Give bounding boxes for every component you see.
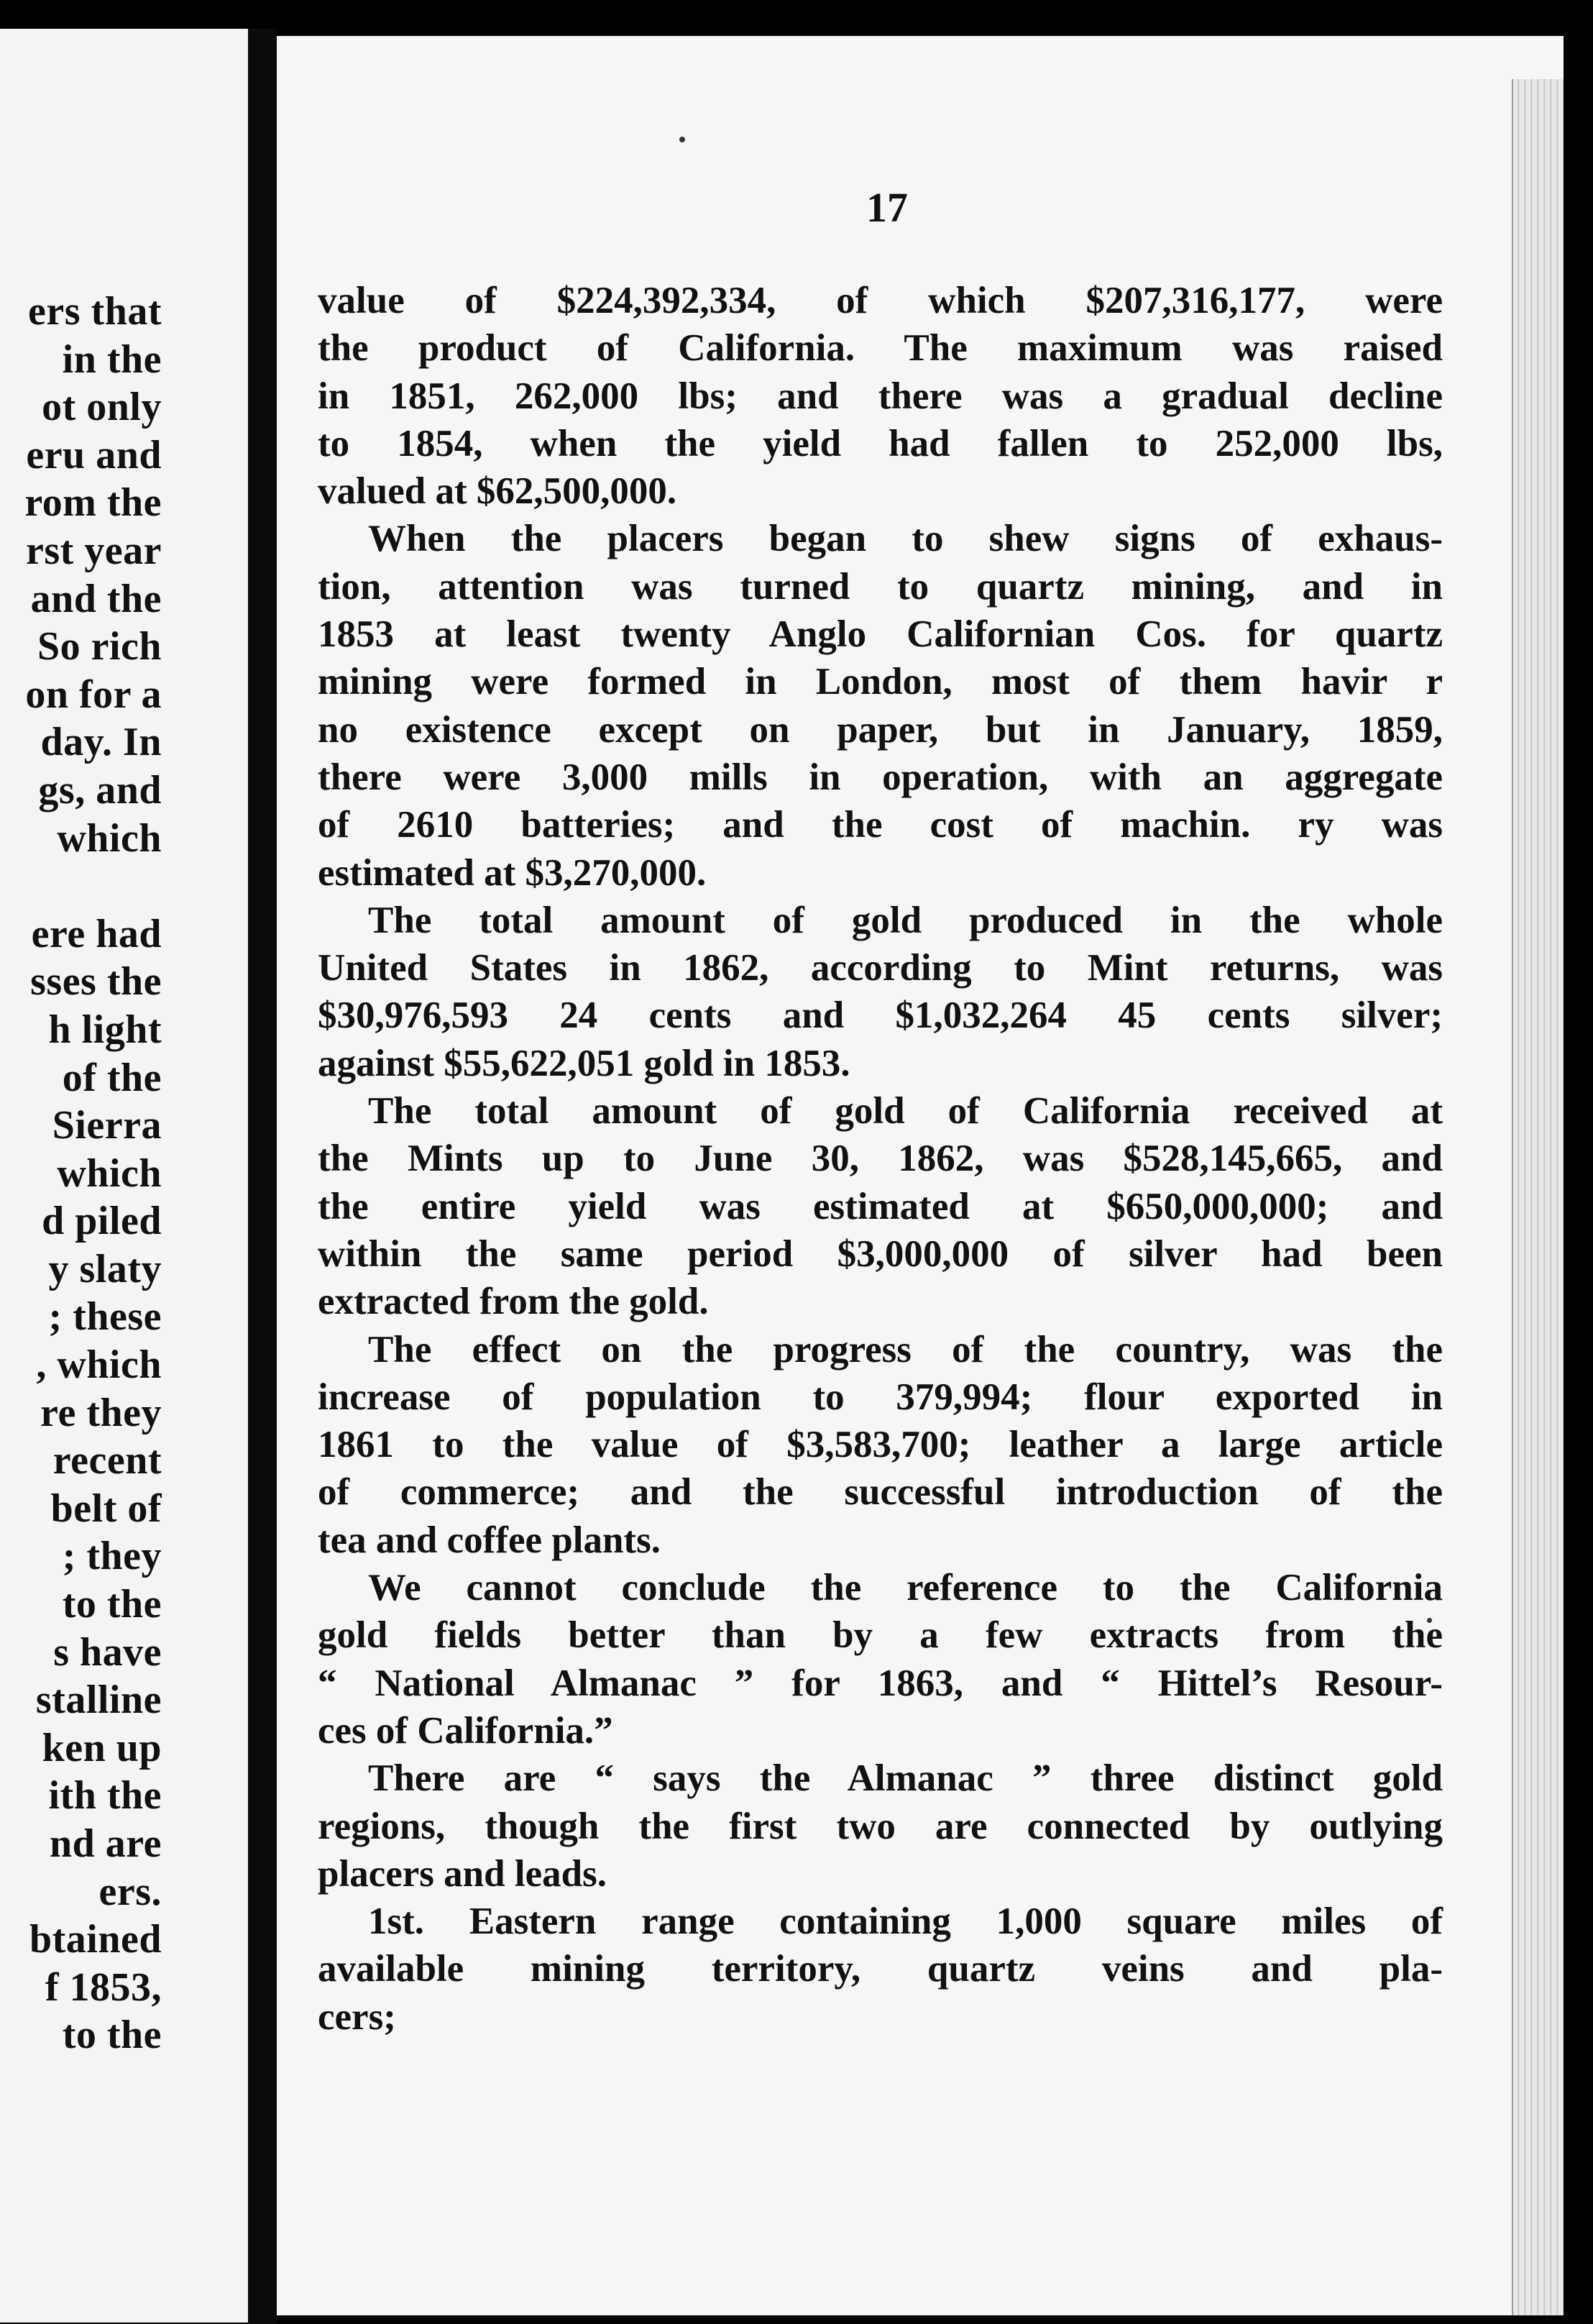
left-page-line: rom the bbox=[24, 480, 162, 526]
left-page-line: s have bbox=[53, 1629, 162, 1675]
text-line: United States in 1862, according to Mint returns, was bbox=[318, 947, 1443, 989]
text-line: We cannot conclude the reference to the California bbox=[368, 1567, 1443, 1609]
left-page-line: btained bbox=[29, 1917, 162, 1962]
text-line: no existence except on paper, but in January, 1859, bbox=[318, 708, 1443, 751]
left-page-line: y slaty bbox=[48, 1246, 162, 1291]
left-page-line: rst year bbox=[25, 528, 162, 573]
text-line: tion, attention was turned to quartz mining, and in bbox=[318, 565, 1443, 608]
text-line: ces of California.” bbox=[318, 1709, 613, 1752]
left-page-line: which bbox=[57, 1150, 162, 1196]
text-line: against $55,622,051 gold in 1853. bbox=[318, 1042, 850, 1084]
text-line: in 1851, 262,000 lbs; and there was a gradual decline bbox=[318, 375, 1443, 417]
left-page-line: ; these bbox=[48, 1294, 162, 1340]
left-page-line: which bbox=[57, 815, 162, 861]
left-page-line: and the bbox=[30, 576, 162, 621]
text-line: the entire yield was estimated at $650,000,000; and bbox=[318, 1185, 1443, 1227]
text-line: 1st. Eastern range containing 1,000 square miles of bbox=[368, 1900, 1443, 1943]
left-page-line: ers. bbox=[98, 1869, 162, 1914]
book-gutter bbox=[248, 29, 277, 2324]
text-line: there were 3,000 mills in operation, with an aggregate bbox=[318, 756, 1443, 798]
left-page-line: Sierra bbox=[52, 1103, 162, 1148]
text-line: regions, though the first two are connected by outlying bbox=[318, 1805, 1443, 1847]
text-line: value of $224,392,334, of which $207,316,177, were bbox=[318, 280, 1443, 321]
left-page-line: ot only bbox=[42, 385, 162, 430]
text-line: cers; bbox=[318, 1995, 396, 2038]
left-page-line: day. In bbox=[40, 720, 162, 765]
text-line: estimated at $3,270,000. bbox=[318, 851, 707, 894]
left-page-line: recent bbox=[52, 1438, 162, 1483]
text-line: 1861 to the value of $3,583,700; leather a large article bbox=[318, 1424, 1443, 1466]
left-page-text bbox=[0, 288, 162, 2059]
left-page-line: So rich bbox=[37, 624, 162, 669]
left-page-line: to the bbox=[62, 1582, 162, 1627]
left-page-line: ers that bbox=[28, 289, 162, 334]
text-line: increase of population to 379,994; flour exported in bbox=[318, 1376, 1443, 1418]
text-line: There are “ says the Almanac ” three distinct gold bbox=[368, 1757, 1443, 1800]
text-line: to 1854, when the yield had fallen to 252,000 lbs, bbox=[318, 422, 1443, 465]
left-page-line: nd are bbox=[50, 1821, 162, 1866]
text-line: within the same period $3,000,000 of silver had been bbox=[318, 1232, 1443, 1275]
left-page-line: of the bbox=[62, 1055, 162, 1100]
left-page-line: belt of bbox=[50, 1486, 162, 1531]
page-number: 17 bbox=[866, 184, 908, 231]
text-line: gold fields better than by a few extracts from the bbox=[318, 1614, 1443, 1657]
text-line: available mining territory, quartz veins and pla- bbox=[318, 1948, 1443, 1990]
body-text bbox=[318, 277, 1443, 2041]
text-line: When the placers began to shew signs of exhaus- bbox=[368, 518, 1443, 560]
ink-speck bbox=[679, 137, 685, 142]
left-page-line: re they bbox=[40, 1390, 162, 1435]
text-line: of 2610 batteries; and the cost of machin. ry was bbox=[318, 804, 1443, 846]
left-page-line: , which bbox=[36, 1342, 162, 1388]
text-line: tea and coffee plants. bbox=[318, 1519, 661, 1561]
left-page-line: d piled bbox=[42, 1199, 162, 1244]
left-page-line: eru and bbox=[26, 432, 162, 477]
text-line: extracted from the gold. bbox=[318, 1281, 709, 1323]
text-line: The total amount of gold produced in the whole bbox=[368, 899, 1443, 941]
text-line: the product of California. The maximum was raised bbox=[318, 327, 1443, 370]
left-page-line: f 1853, bbox=[45, 1964, 162, 2010]
left-page-line bbox=[0, 862, 162, 910]
text-line: valued at $62,500,000. bbox=[318, 470, 677, 513]
text-line: the Mints up to June 30, 1862, was $528,145,665, and bbox=[318, 1138, 1443, 1180]
text-line: $30,976,593 24 cents and $1,032,264 45 cents silver; bbox=[318, 994, 1443, 1037]
left-page-line: ; they bbox=[62, 1534, 162, 1579]
text-line: mining were formed in London, most of them havir r bbox=[318, 661, 1443, 703]
left-page-line: ere had bbox=[31, 911, 162, 956]
text-line: 1853 at least twenty Anglo Californian Cos. for quartz bbox=[318, 613, 1443, 656]
left-page bbox=[0, 29, 251, 2323]
text-line: of commerce; and the successful introduction of the bbox=[318, 1471, 1443, 1514]
text-line: placers and leads. bbox=[318, 1852, 607, 1895]
text-line: “ National Almanac ” for 1863, and “ Hittel’s Resour- bbox=[318, 1662, 1443, 1704]
left-page-line: gs, and bbox=[38, 767, 162, 813]
text-line: The effect on the progress of the country, was the bbox=[368, 1328, 1443, 1371]
page-edge bbox=[1512, 79, 1564, 2315]
left-page-line: stalline bbox=[35, 1678, 162, 1723]
text-line: The total amount of gold of California received at bbox=[368, 1090, 1443, 1133]
left-page-line: h light bbox=[48, 1007, 162, 1052]
left-page-line: in the bbox=[62, 337, 162, 382]
left-page-line: to the bbox=[62, 2013, 162, 2058]
left-page-line: on for a bbox=[25, 672, 162, 717]
left-page-line: ith the bbox=[48, 1773, 162, 1819]
left-page-line: sses the bbox=[30, 959, 162, 1005]
left-page-line: ken up bbox=[42, 1725, 162, 1770]
